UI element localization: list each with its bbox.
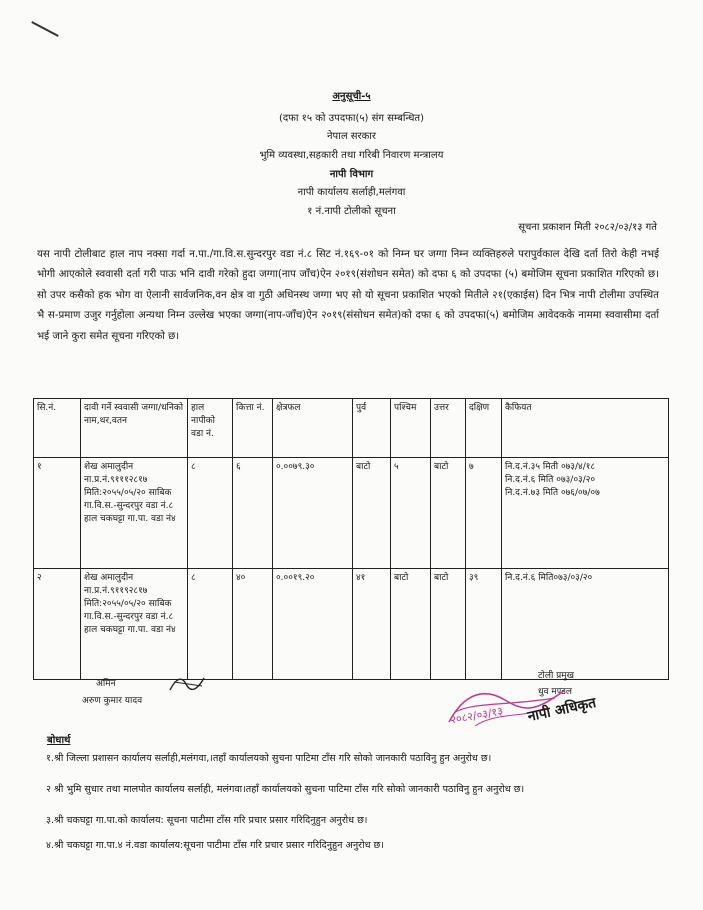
date-stamp: २०८२/०३/१३ [449, 704, 504, 727]
department-name: नापी विभाग [329, 169, 374, 180]
remarks [502, 569, 669, 680]
cc-item: १.श्री जिल्ला प्रशासन कार्यालय सर्लाही,मलंगवा,।तहाँ कार्यालयको सुचना पाटिमा टाँस गरि सोको जानकारी पठाविनु हुन अनुरोध छ। [46, 753, 492, 764]
column-header: कैफियत [502, 399, 669, 458]
serial-number: १ [34, 458, 81, 569]
office-stamp: नापी अधिकृत [526, 694, 598, 726]
column-header: दावी गर्ने स्ववासी जग्गा/धनिको नाम,थर,वतन [81, 399, 188, 458]
office-name: नापी कार्यालय सर्लाही,मलंगवा [297, 187, 406, 198]
table-row [34, 569, 669, 680]
south-boundary: ३९ [466, 569, 502, 680]
cc-title: बोधार्थ [47, 735, 71, 746]
column-header: सि.नं. [34, 399, 81, 458]
column-header: हाल नापीको वडा नं. [188, 399, 233, 458]
column-header: दक्षिण [466, 399, 502, 458]
kitta-number: ४० [233, 569, 273, 680]
ward-number: ८ [188, 458, 233, 569]
ministry-name: भुमि व्यवस्था,सहकारी तथा गरिबी निवारण मन्त्रालय [259, 150, 444, 161]
area: ०.००७९.३० [273, 458, 353, 569]
cc-item: ३.श्री चकघट्टा गा.पा.को कार्यालय: सूचना पाटीमा टाँस गरि प्रचार प्रसार गरिदिनुहुन अनुरोध छ। [46, 815, 368, 826]
cc-item: २ श्री भुमि सुधार तथा मालपोत कार्यालय सर्लाही, मलंगवा।तहाँ कार्यालयको सुचना पाटिमा टाँस गरि सोको जानकारी पठाविनु हुन अनुरोध छ। [46, 784, 525, 795]
ward-number: ८ [188, 569, 233, 680]
amin-signature [168, 672, 208, 696]
remark-line: नि.द.नं.६ मिति०७३/०३/२० [505, 573, 593, 583]
west-boundary: ५ [391, 458, 431, 569]
north-boundary: बाटो [431, 458, 466, 569]
column-header: कित्ता नं. [233, 399, 273, 458]
remark-line: नि.द.नं.३५ मिती ०७३/४/१८ [505, 462, 596, 472]
table-row [34, 458, 669, 569]
claims-table [33, 398, 669, 680]
team-notice-title: १ नं.नापी टोलीको सूचना [307, 206, 396, 217]
south-boundary: ७ [466, 458, 502, 569]
amin-label: अमिन [96, 679, 116, 689]
schedule-heading: अनुसूची-५ [332, 91, 371, 102]
claimant-details: शेख अमालुदीन ना.प्र.नं.९११९२८१७ मिति:२०५५/०५/२० साबिक गा.वि.स.-सुन्दरपुर वडा नं.८ हाल चकघट्टा गा.पा. वडा नं४ [81, 569, 188, 680]
notice-body: यस नापी टोलीबाट हाल नाप नक्सा गर्दा न.पा./गा.वि.स.सुन्दरपुर वडा नं.८ सिट नं.१६९-०१ को निम्न घर जग्गा निम्न व्यक्तिहरुले परापुर्वकाल देखि दर्ता तिरो केही नभई भोगी आएकोले स्ववासी दर्ता गरी पाऊ भनि दावी गरेको हुदा जग्गा(नाप जाँच)ऐन २०१९(संशोधन समेत) को दफा ६ को उपदफा (५) बमोजिम सूचना प्रकाशित गरिएको छ।सो उपर कसैको हक भोग वा ऐलानी सार्वजनिक,वन क्षेत्र वा गुठी अधिनस्थ जग्गा भए सो यो सूचना प्रकाशित भएको मितीले २१(एकाईस) दिन भित्र नापी टोलीमा उपस्थित भै स-प्रमाण उजुर गर्नुहोला अन्यथा निम्न उल्लेख भएका जग्गा(नाप-जाँच)ऐन २०१९(संसोधन समेत)को दफा ६ को उपदफा(५) बमोजिम आवेदकके नाममा स्ववासीमा दर्ता भई जाने कुरा समेत सूचना गरिएको छ। [37, 249, 659, 342]
team-head-name: धुव मण्डल [538, 687, 572, 697]
cc-item: ४.श्री चकघट्टा गा.पा.४ नं.वडा कार्यालय:सूचना पाटीमा टाँस गरि प्रचार प्रसार गरिदिनुहुन अनुरोध छ। [46, 840, 384, 851]
pen-stroke-mark [31, 21, 58, 37]
team-head-label: टोली प्रमुख [538, 671, 575, 681]
table-header-row [34, 399, 669, 458]
remarks [502, 458, 669, 569]
serial-number: २ [34, 569, 81, 680]
column-header: उत्तर [431, 399, 466, 458]
government-name: नेपाल सरकार [327, 131, 376, 142]
claimant-details: शेख अमालुदीन ना.प्र.नं.९१११२८१७ मिति:२०५५/०५/२० साबिक गा.वि.स.-सुन्दरपुर वडा नं.८ हाल चकघट्टा गा.पा. वडा नं४ [81, 458, 188, 569]
remark-line: नि.द.नं.६ मिति ०७३/०३/२० [505, 475, 596, 485]
area: ०.००१९.२० [273, 569, 353, 680]
column-header: पुर्व [353, 399, 391, 458]
east-boundary: ४१ [353, 569, 391, 680]
publication-date: सूचना प्रकाशन मिती २०८२/०३/१३ गते [518, 222, 657, 233]
west-boundary: बाटो [391, 569, 431, 680]
east-boundary: बाटो [353, 458, 391, 569]
kitta-number: ६ [233, 458, 273, 569]
amin-name: अरुण कुमार यादव [82, 696, 143, 706]
column-header: क्षेत्रफल [273, 399, 353, 458]
remark-line: नि.द.नं.७३ मिति ०७६/०७/०७ [505, 488, 600, 498]
column-header: पश्चिम [391, 399, 431, 458]
north-boundary: बाटो [431, 569, 466, 680]
section-reference: (दफा १५ को उपदफा(५) संग सम्बन्धित) [278, 113, 425, 124]
